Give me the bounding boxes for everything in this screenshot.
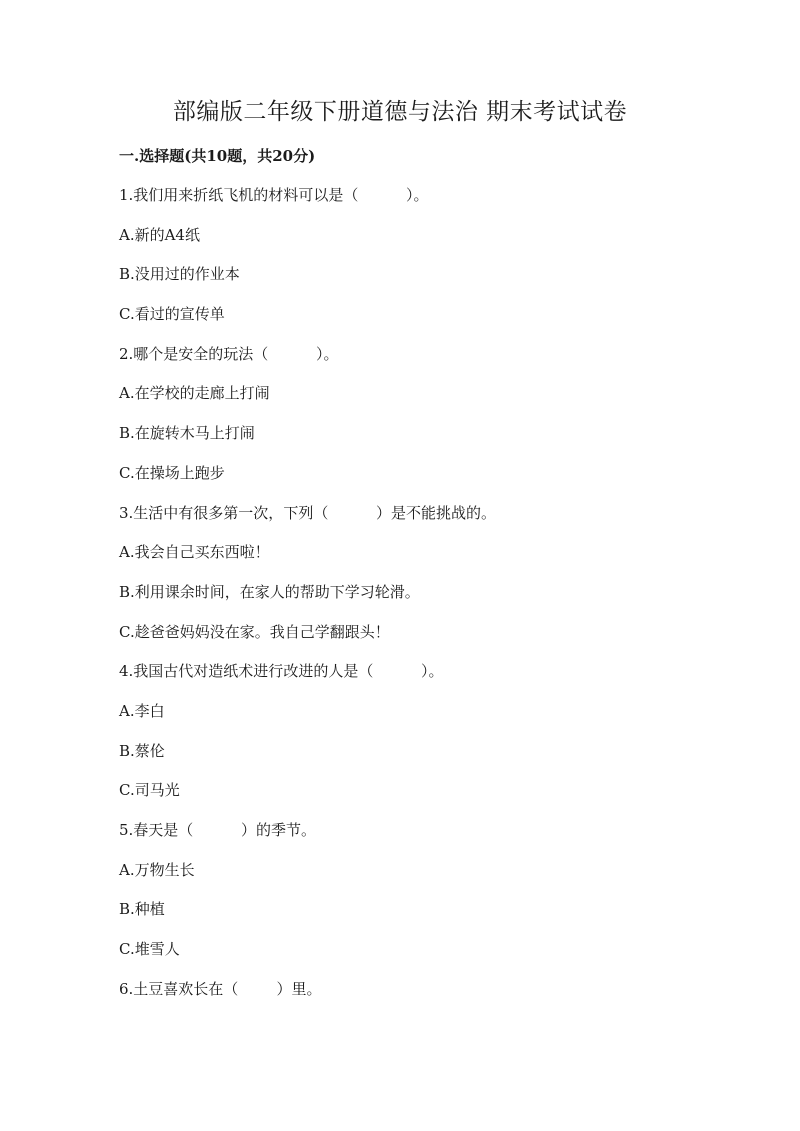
option-c: C.司马光 <box>119 781 180 800</box>
option-a: A.新的A4纸 <box>119 225 200 244</box>
question-2 <box>119 341 740 486</box>
option-b: B.种植 <box>119 900 165 919</box>
page-title: 部编版二年级下册道德与法治 期末考试试卷 <box>172 99 628 125</box>
option-c: C.看过的宣传单 <box>119 305 225 324</box>
option-c: C.趁爸爸妈妈没在家。我自己学翻跟头！ <box>119 622 390 641</box>
question-4 <box>119 658 740 803</box>
section-heading: 一.选择题(共10题，共20分) <box>119 147 316 165</box>
question-text: 1.我们用来折纸飞机的材料可以是（ ）。 <box>119 186 429 204</box>
question-text: 4.我国古代对造纸术进行改进的人是（ ）。 <box>119 662 444 681</box>
option-b: B.蔡伦 <box>119 741 165 760</box>
option-b: B.利用课余时间，在家人的帮助下学习轮滑。 <box>119 582 420 601</box>
question-text: 3.生活中有很多第一次，下列（ ）是不能挑战的。 <box>119 503 496 522</box>
option-c: C.堆雪人 <box>119 940 180 959</box>
question-text: 6.土豆喜欢长在（ ）里。 <box>119 979 322 998</box>
question-5 <box>119 817 740 962</box>
question-text: 2.哪个是安全的玩法（ ）。 <box>119 344 339 363</box>
question-1 <box>119 182 740 327</box>
option-a: A.李白 <box>119 701 165 720</box>
option-c: C.在操场上跑步 <box>119 463 225 482</box>
option-a: A.在学校的走廊上打闹 <box>119 384 270 403</box>
question-text: 5.春天是（ ）的季节。 <box>119 821 316 839</box>
option-a: A.万物生长 <box>119 860 195 879</box>
option-b: B.没用过的作业本 <box>119 265 240 284</box>
option-b: B.在旋转木马上打闹 <box>119 424 255 443</box>
question-3 <box>119 500 740 645</box>
option-a: A.我会自己买东西啦！ <box>119 543 270 562</box>
question-6 <box>119 976 740 1002</box>
